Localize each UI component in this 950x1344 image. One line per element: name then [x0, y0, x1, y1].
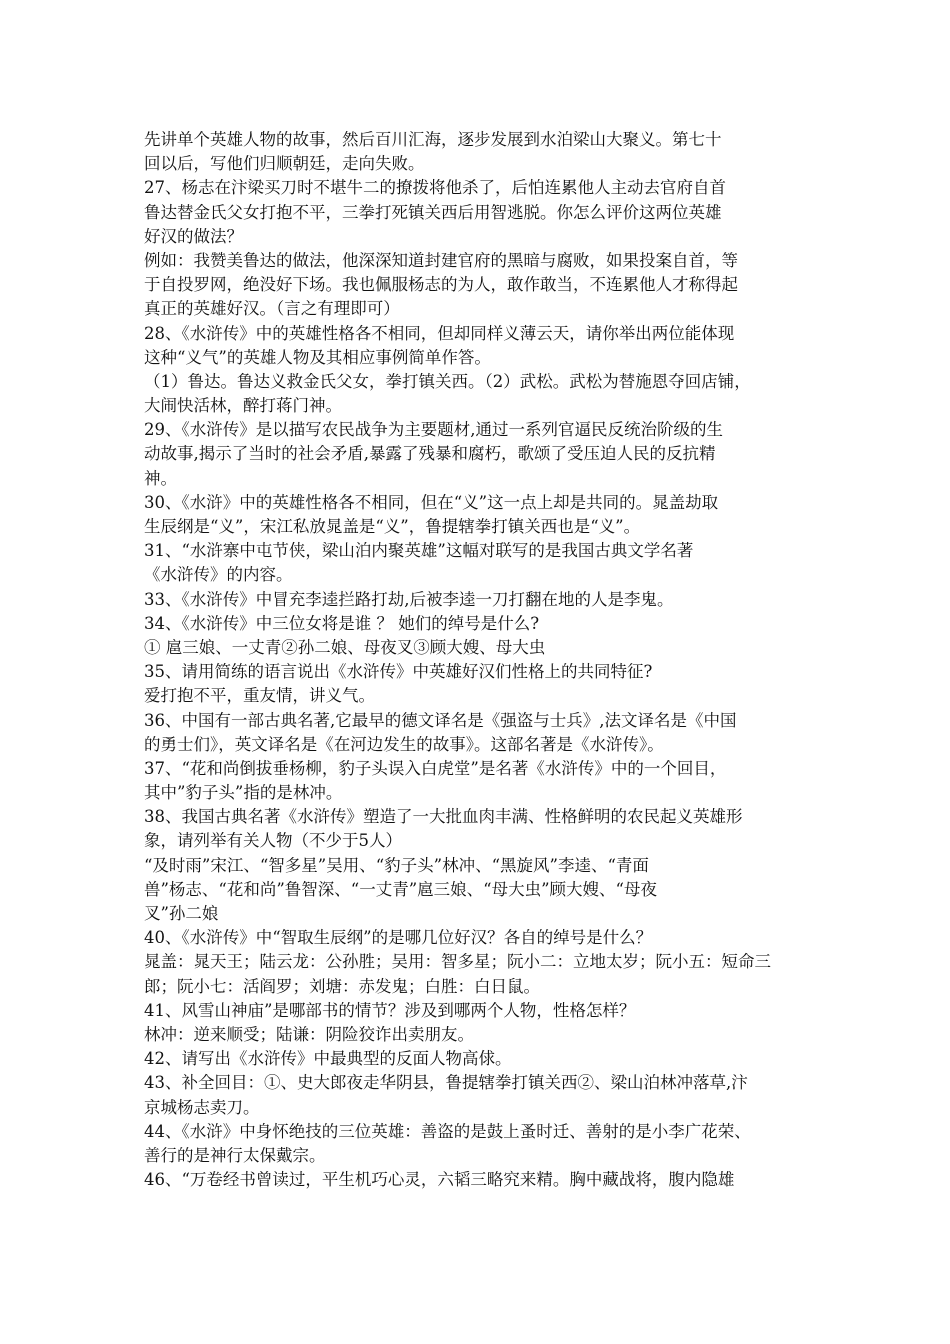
- text-line: 28、《水浒传》中的英雄性格各不相同，但却同样义薄云天，请你举出两位能体现: [144, 323, 735, 343]
- text-line: 林冲：逆来顺受；陆谦：阴险狡诈出卖朋友。: [144, 1024, 474, 1044]
- text-line: 动故事,揭示了当时的社会矛盾,暴露了残暴和腐朽，歌颂了受压迫人民的反抗精: [144, 444, 716, 464]
- text-line: 真正的英雄好汉。（言之有理即可）: [144, 299, 400, 319]
- text-line: 善行的是神行太保戴宗。: [144, 1145, 326, 1165]
- text-line: 于自投罗网，绝没好下场。我也佩服杨志的为人，敢作敢当，不连累他人才称得起: [144, 275, 738, 295]
- text-line: 35、请用简练的语言说出《水浒传》中英雄好汉们性格上的共同特征?: [144, 662, 653, 682]
- text-line: 29、《水浒传》是以描写农民战争为主要题材,通过一系列官逼民反统治阶级的生: [144, 420, 723, 440]
- text-line: 郎；阮小七：活阎罗；刘塘：赤发鬼；白胜：白日鼠。: [144, 976, 540, 996]
- text-line: 叉”孙二娘: [144, 904, 219, 923]
- text-line: （1）鲁达。鲁达义救金氏父女，拳打镇关西。（2）武松。武松为替施恩夺回店铺，: [144, 371, 751, 391]
- text-line: 先讲单个英雄人物的故事，然后百川汇海，逐步发展到水泊梁山大聚义。第七十: [144, 130, 722, 149]
- text-line: “及时雨”宋江、“智多星”吴用、“豹子头”林冲、“黑旋风”李逵、“青面: [144, 855, 649, 875]
- text-line: 42、请写出《水浒传》中最典型的反面人物高俅。: [144, 1049, 512, 1069]
- text-line: 神。: [144, 468, 177, 488]
- text-line: 例如：我赞美鲁达的做法，他深深知道封建官府的黑暗与腐败，如果投案自首，等: [144, 250, 738, 270]
- text-line: 爱打抱不平，重友情，讲义气。: [144, 686, 375, 706]
- text-line: 生辰纲是“义”，宋江私放晁盖是“义”，鲁提辖拳打镇关西也是“义”。: [144, 517, 641, 536]
- text-line: 好汉的做法？: [144, 226, 243, 246]
- text-line: 40、《水浒传》中“智取生辰纲”的是哪几位好汉？各自的绰号是什么？: [144, 928, 653, 948]
- document-page: [144, 128, 808, 1192]
- text-line: 象，请列举有关人物（不少于5人）: [144, 831, 402, 851]
- text-line: ① 扈三娘、一丈青②孙二娘、母夜叉③顾大嫂、母大虫: [144, 637, 546, 657]
- text-line: 的勇士们》，英文译名是《在河边发生的故事》。这部名著是《水浒传》。: [144, 734, 664, 754]
- text-line: 27、杨志在汴梁买刀时不堪牛二的撩拨将他杀了，后怕连累他人主动去官府自首: [144, 178, 726, 198]
- text-line: 这种“义气”的英雄人物及其相应事例简单作答。: [144, 347, 491, 367]
- text-line: 30、《水浒》中的英雄性格各不相同，但在“义”这一点上却是共同的。晁盖劫取: [144, 492, 719, 512]
- text-line: 43、补全回目：①、史大郎夜走华阴县，鲁提辖拳打镇关西②、梁山泊林冲落草,汴: [144, 1073, 748, 1093]
- text-line: 33、《水浒传》中冒充李逵拦路打劫,后被李逵一刀打翻在地的人是李鬼。: [144, 589, 674, 609]
- text-line: 38、我国古典名著《水浒传》塑造了一大批血肉丰满、性格鲜明的农民起义英雄形: [144, 807, 743, 827]
- text-line: 其中”豹子头”指的是林冲。: [144, 783, 343, 803]
- text-line: 大闹快活林，醉打蒋门神。: [144, 396, 342, 416]
- text-line: 回以后，写他们归顺朝廷，走向失败。: [144, 154, 425, 174]
- text-line: 31、“水浒寨中屯节侠，梁山泊内聚英雄”这幅对联写的是我国古典文学名著: [144, 541, 694, 561]
- text-line: 鲁达替金氏父女打抱不平，三拳打死镇关西后用智逃脱。你怎么评价这两位英雄: [144, 202, 722, 222]
- text-line: 《水浒传》的内容。: [144, 565, 293, 585]
- text-line: 36、中国有一部古典名著,它最早的德文译名是《强盗与士兵》,法文译名是《中国: [144, 710, 737, 730]
- text-line: 37、“花和尚倒拔垂杨柳，豹子头误入白虎堂”是名著《水浒传》中的一个回目，: [144, 758, 727, 778]
- text-line: 44、《水浒》中身怀绝技的三位英雄：善盗的是鼓上蚤时迁、善射的是小李广花荣、: [144, 1121, 751, 1141]
- text-line: 京城杨志卖刀。: [144, 1097, 260, 1117]
- text-line: 41、风雪山神庙”是哪部书的情节？涉及到哪两个人物，性格怎样？: [144, 1000, 636, 1020]
- text-line: 晁盖：晁天王；陆云龙：公孙胜；吴用：智多星；阮小二：立地太岁；阮小五：短命三: [144, 952, 771, 972]
- text-line: 46、“万卷经书曾读过，平生机巧心灵，六韬三略究来精。胸中藏战将，腹内隐雄: [144, 1170, 735, 1190]
- text-line: 34、《水浒传》中三位女将是谁 ？ 她们的绰号是什么?: [144, 613, 540, 633]
- text-line: 兽”杨志、“花和尚”鲁智深、“一丈青”扈三娘、“母大虫”顾大嫂、“母夜: [144, 879, 657, 899]
